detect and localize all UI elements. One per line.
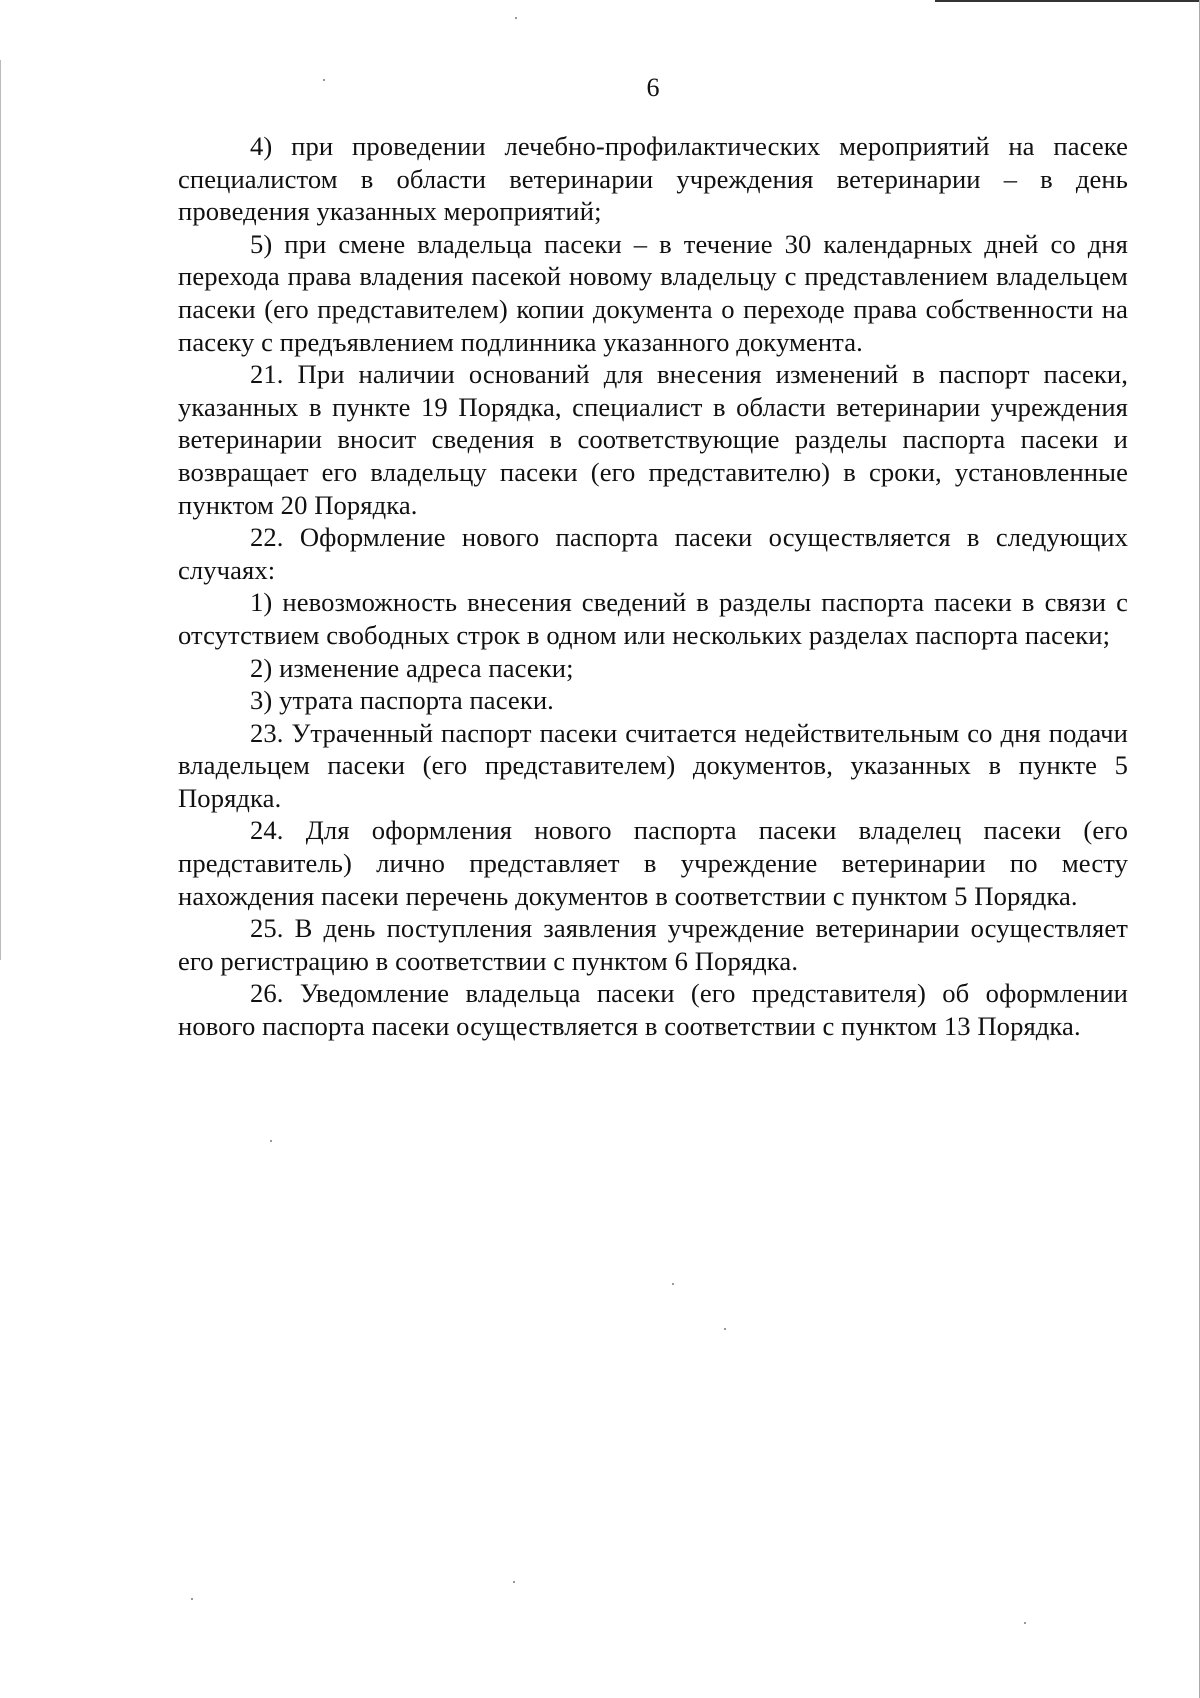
paragraph-26: 26. Уведомление владельца пасеки (его представителя) об оформлении нового паспорта пасеки осуществляется в соответствии с пунктом 13 Порядка. [178,978,1128,1042]
paragraph-22-item-2: 2) изменение адреса пасеки; [250,652,574,683]
paragraph-23: 23. Утраченный паспорт пасеки считается недействительным со дня подачи владельцем пасеки (его представителем) документов, указанных в пункте 5 Порядка. [178,717,1128,813]
paragraph-21: 21. При наличии оснований для внесения изменений в паспорт пасеки, указанных в пункте 19 Порядка, специалист в области ветеринарии учреждения ветеринарии вносит сведения в соответствующие разделы паспорта пасеки и возвращает его владельцу пасеки (его представителю) в сроки, установленные пунктом 20 Порядка. [178,359,1128,520]
scan-speck [515,17,517,19]
paragraph-22: 22. Оформление нового паспорта пасеки осуществляется в следующих случаях: [178,522,1128,585]
scan-speck [1024,1622,1026,1624]
document-body [178,130,1128,1043]
paragraph-22-item-3: 3) утрата паспорта пасеки. [250,685,554,716]
paragraph-item-5: 5) при смене владельца пасеки – в течение 30 календарных дней со дня перехода права владения пасекой новому владельцу с представлением владельцем пасеки (его представителем) копии документа о переходе права собственности на пасеку с предъявлением подлинника указанного документа. [178,228,1128,357]
scan-edge-left [0,60,1,960]
paragraph-24: 24. Для оформления нового паспорта пасеки владелец пасеки (его представитель) лично представляет в учреждение ветеринарии по месту нахождения пасеки перечень документов в соответствии с пунктом 5 Порядка. [178,815,1128,911]
page-number: 6 [646,73,660,102]
scan-speck [724,1328,726,1330]
scan-speck [270,1140,272,1142]
scan-speck [513,1581,515,1583]
paragraph-item-4: 4) при проведении лечебно-профилактических мероприятий на пасеке специалистом в области ветеринарии учреждения ветеринарии – в день проведения указанных мероприятий; [178,131,1128,227]
scan-edge-top [935,0,1200,2]
scan-speck [191,1598,193,1600]
paragraph-25: 25. В день поступления заявления учреждение ветеринарии осуществляет его регистрацию в соответствии с пунктом 6 Порядка. [178,913,1128,976]
paragraph-22-item-1: 1) невозможность внесения сведений в разделы паспорта пасеки в связи с отсутствием свободных строк в одном или нескольких разделах паспорта пасеки; [178,587,1128,650]
scan-speck [672,1283,674,1285]
